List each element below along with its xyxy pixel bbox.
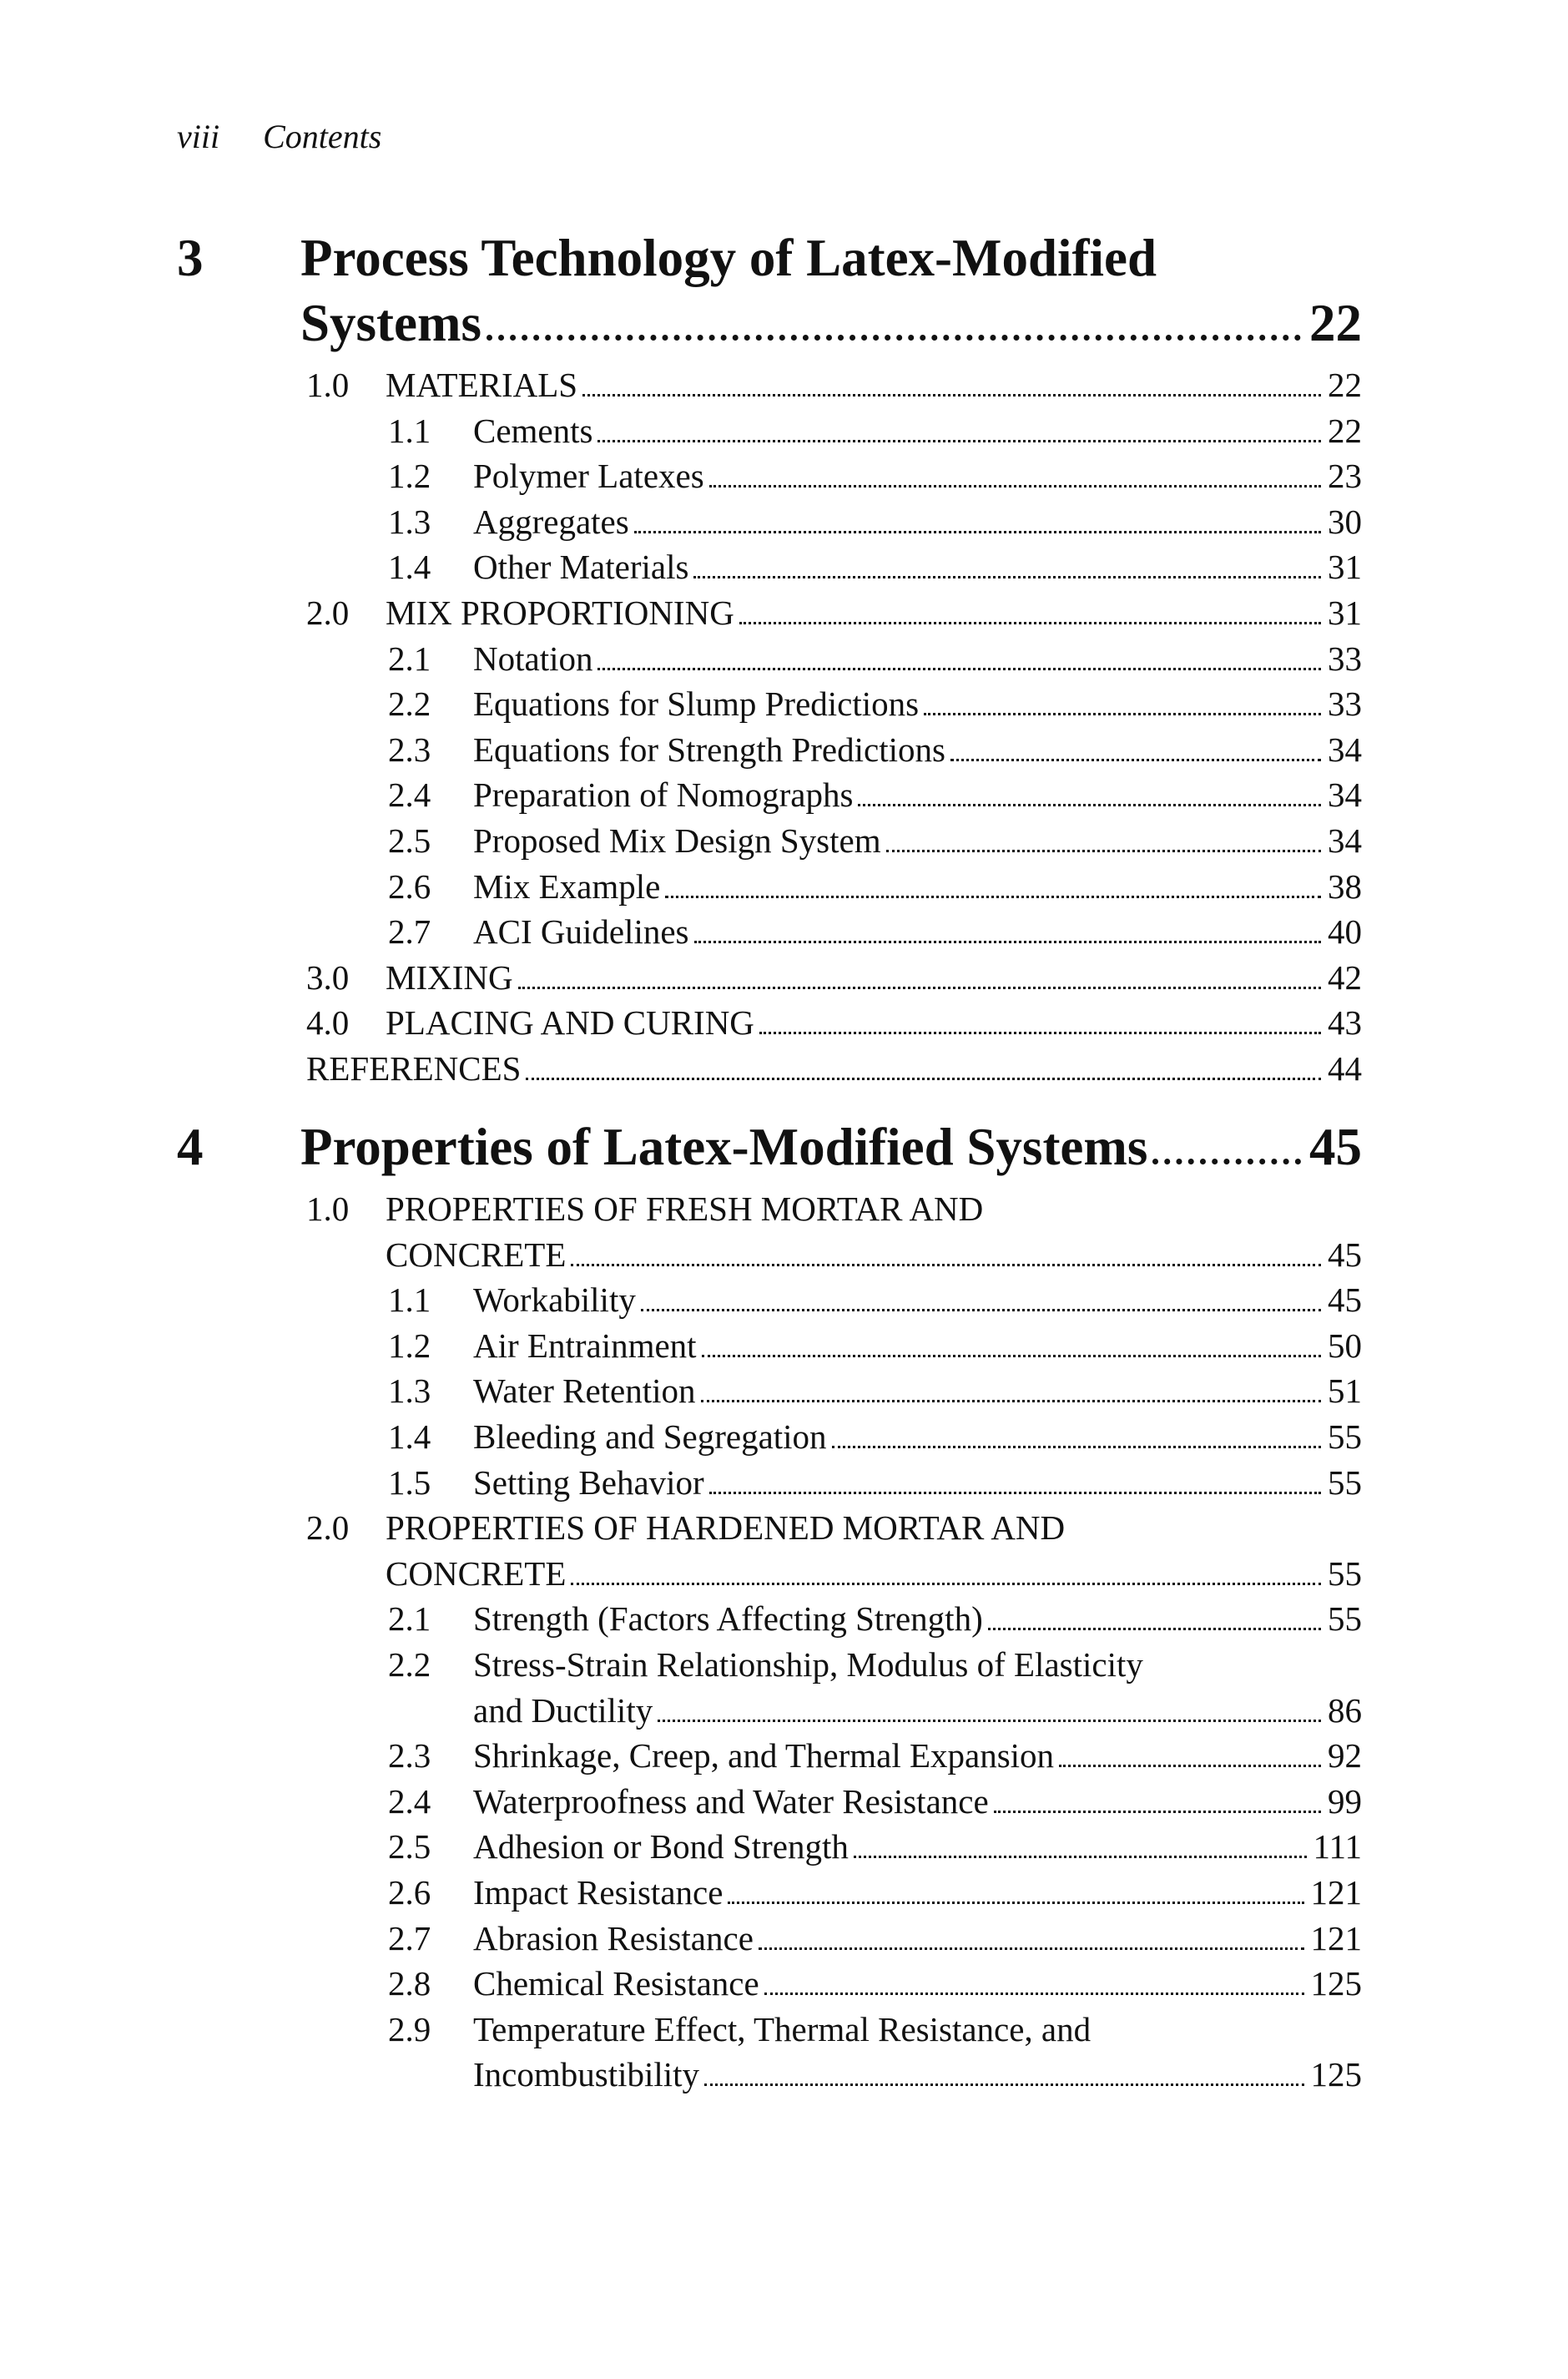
- entry-title: MIX PROPORTIONING: [386, 593, 734, 632]
- entry-page: 43: [1328, 1003, 1362, 1043]
- entry-number: 1.0: [306, 366, 350, 404]
- dot-leader: [487, 335, 1301, 341]
- entry-title: Waterproofness and Water Resistance: [473, 1781, 989, 1821]
- dot-leader: [858, 804, 1321, 806]
- entry-title: MATERIALS: [386, 366, 578, 404]
- entry-number: 1.2: [388, 457, 431, 496]
- toc-entry[interactable]: [177, 1642, 1362, 1733]
- toc-entry[interactable]: [177, 1368, 1362, 1414]
- dot-leader: [764, 1993, 1304, 1995]
- chapter-heading[interactable]: [177, 1114, 1362, 1179]
- entry-number: 1.3: [388, 1371, 431, 1411]
- entry-title: Strength (Factors Affecting Strength): [473, 1599, 983, 1639]
- entry-page: 22: [1328, 366, 1362, 404]
- dot-leader: [994, 1811, 1321, 1813]
- toc-entry[interactable]: [177, 681, 1362, 727]
- entry-title: Shrinkage, Creep, and Thermal Expansion: [473, 1736, 1055, 1775]
- toc-entry[interactable]: [177, 1779, 1362, 1825]
- entry-page: 125: [1310, 1964, 1362, 2003]
- entry-number: 2.5: [388, 821, 431, 860]
- entry-page: 45: [1328, 1235, 1362, 1274]
- entry-title: ACI Guidelines: [473, 912, 689, 952]
- dot-leader: [597, 440, 1321, 442]
- toc-entry[interactable]: [177, 1870, 1362, 1916]
- toc-entry[interactable]: [177, 772, 1362, 818]
- entry-page: 23: [1328, 457, 1362, 496]
- entry-page: 86: [1328, 1690, 1362, 1730]
- entry-title: MIXING: [386, 957, 513, 997]
- toc-entries: [177, 1186, 1362, 2098]
- entry-title: Setting Behavior: [473, 1462, 704, 1502]
- entry-title: Mix Example: [473, 866, 661, 906]
- entry-number: 1.3: [388, 502, 431, 541]
- entry-title: Equations for Strength Predictions: [473, 730, 945, 769]
- toc-entries: [177, 362, 1362, 1092]
- dot-leader: [739, 622, 1321, 624]
- dot-leader: [665, 896, 1321, 898]
- toc-entry[interactable]: [177, 499, 1362, 545]
- chapter-number: 3: [177, 229, 204, 287]
- chapter-title-line-1: Process Technology of Latex-Modified: [300, 229, 1157, 287]
- entry-page: 121: [1310, 1918, 1362, 1957]
- dot-leader: [518, 987, 1321, 989]
- entry-number: 2.2: [388, 1644, 431, 1684]
- chapter-page: 45: [1309, 1118, 1362, 1176]
- dot-leader: [832, 1446, 1321, 1448]
- entry-title: Polymer Latexes: [473, 457, 704, 496]
- entry-title-line-1: Temperature Effect, Thermal Resistance, and: [473, 2009, 1092, 2048]
- entry-title-line-1: PROPERTIES OF HARDENED MORTAR AND: [386, 1508, 1066, 1548]
- dot-leader: [571, 1583, 1321, 1585]
- toc-entry[interactable]: [177, 2007, 1362, 2098]
- chapter-heading[interactable]: [177, 225, 1362, 356]
- entry-number: 2.3: [388, 1736, 431, 1775]
- entry-page: 55: [1328, 1417, 1362, 1456]
- dot-leader: [759, 1947, 1304, 1950]
- toc-entry[interactable]: [177, 1046, 1362, 1092]
- entry-title-line-1: Stress-Strain Relationship, Modulus of Elasticity: [473, 1644, 1143, 1684]
- entry-page: 125: [1310, 2055, 1362, 2094]
- page-folio: viii: [177, 118, 220, 155]
- dot-leader: [526, 1078, 1321, 1080]
- entry-page: 50: [1328, 1326, 1362, 1365]
- toc-entry[interactable]: [177, 544, 1362, 590]
- entry-title: REFERENCES: [306, 1048, 522, 1088]
- chapter-3: [177, 225, 1362, 1092]
- running-head: [177, 117, 381, 156]
- entry-page: 33: [1328, 684, 1362, 724]
- dot-leader: [634, 531, 1321, 533]
- dot-leader: [988, 1628, 1321, 1630]
- entry-title: Workability: [473, 1280, 636, 1320]
- entry-page: 121: [1310, 1872, 1362, 1912]
- entry-title: Adhesion or Bond Strength: [473, 1827, 849, 1866]
- entry-title: Equations for Slump Predictions: [473, 684, 920, 724]
- dot-leader: [701, 1400, 1321, 1402]
- entry-number: 2.4: [388, 775, 431, 815]
- chapter-page: 22: [1309, 294, 1362, 352]
- entry-page: 31: [1328, 548, 1362, 587]
- entry-page: 55: [1328, 1553, 1362, 1593]
- toc-entry[interactable]: [177, 1733, 1362, 1779]
- entry-page: 44: [1328, 1048, 1362, 1088]
- entry-title: and Ductility: [473, 1690, 653, 1730]
- toc-entry[interactable]: [177, 1000, 1362, 1046]
- entry-number: 2.7: [388, 912, 431, 952]
- toc-entry[interactable]: [177, 408, 1362, 454]
- entry-number: 2.2: [388, 684, 431, 724]
- entry-title: CONCRETE: [386, 1235, 567, 1274]
- toc-entry[interactable]: [177, 1596, 1362, 1642]
- dot-leader: [1152, 1159, 1301, 1164]
- entry-title: Water Retention: [473, 1371, 696, 1411]
- entry-title: Bleeding and Segregation: [473, 1417, 827, 1456]
- entry-number: 2.6: [388, 866, 431, 906]
- dot-leader: [1059, 1765, 1321, 1767]
- toc-entry[interactable]: [177, 590, 1362, 636]
- entry-page: 42: [1328, 957, 1362, 997]
- chapter-title-text: Properties of Latex-Modified Systems: [300, 1118, 1148, 1176]
- entry-page: 55: [1328, 1462, 1362, 1502]
- entry-number: 2.9: [388, 2009, 431, 2048]
- entry-title: Air Entrainment: [473, 1326, 697, 1365]
- dot-leader: [571, 1264, 1321, 1266]
- entry-number: 2.3: [388, 730, 431, 769]
- running-title: Contents: [263, 118, 382, 155]
- entry-number: 2.0: [306, 593, 350, 632]
- entry-page: 38: [1328, 866, 1362, 906]
- chapter-title-text: Systems: [300, 294, 481, 352]
- entry-page: 92: [1328, 1736, 1362, 1775]
- toc-entry[interactable]: [177, 1186, 1362, 1277]
- dot-leader: [641, 1309, 1321, 1311]
- dot-leader: [759, 1032, 1321, 1034]
- entry-page: 55: [1328, 1599, 1362, 1639]
- entry-number: 1.1: [388, 411, 431, 450]
- entry-number: 2.7: [388, 1918, 431, 1957]
- entry-page: 34: [1328, 730, 1362, 769]
- toc-entry[interactable]: [177, 1414, 1362, 1460]
- entry-number: 2.0: [306, 1508, 350, 1548]
- dot-leader: [886, 850, 1321, 852]
- toc-entry[interactable]: [177, 453, 1362, 499]
- entry-number: 1.0: [306, 1190, 350, 1228]
- entry-title: Other Materials: [473, 548, 689, 587]
- dot-leader: [950, 759, 1321, 761]
- toc-entry[interactable]: [177, 1323, 1362, 1369]
- toc-entry[interactable]: [177, 1505, 1362, 1596]
- toc-entry[interactable]: [177, 1277, 1362, 1323]
- dot-leader: [597, 668, 1321, 670]
- dot-leader: [694, 941, 1322, 943]
- entry-number: 3.0: [306, 957, 350, 997]
- chapter-title-line-2: [300, 290, 1362, 356]
- entry-page: 33: [1328, 639, 1362, 678]
- dot-leader: [709, 485, 1321, 487]
- entry-page: 30: [1328, 502, 1362, 541]
- toc-entry[interactable]: [177, 955, 1362, 1001]
- entry-page: 45: [1328, 1280, 1362, 1320]
- entry-title: Cements: [473, 411, 593, 450]
- entry-page: 99: [1328, 1781, 1362, 1821]
- entry-number: 1.4: [388, 548, 431, 587]
- dot-leader: [709, 1492, 1321, 1494]
- entry-title: Proposed Mix Design System: [473, 821, 881, 860]
- entry-title: Preparation of Nomographs: [473, 775, 854, 815]
- entry-title: Impact Resistance: [473, 1872, 723, 1912]
- entry-page: 22: [1328, 411, 1362, 450]
- toc-entry[interactable]: [177, 1460, 1362, 1506]
- entry-number: 1.4: [388, 1417, 431, 1456]
- entry-number: 2.5: [388, 1827, 431, 1866]
- entry-title: Abrasion Resistance: [473, 1918, 754, 1957]
- entry-page: 111: [1313, 1827, 1362, 1866]
- entry-number: 4.0: [306, 1003, 350, 1043]
- toc-entry[interactable]: [177, 864, 1362, 910]
- entry-page: 34: [1328, 775, 1362, 815]
- toc-entry[interactable]: [177, 1916, 1362, 1962]
- entry-number: 1.1: [388, 1280, 431, 1320]
- chapter-4: [177, 1114, 1362, 2098]
- entry-title: PLACING AND CURING: [386, 1003, 754, 1043]
- entry-title: Chemical Resistance: [473, 1964, 759, 2003]
- entry-number: 2.6: [388, 1872, 431, 1912]
- toc-entry[interactable]: [177, 636, 1362, 682]
- entry-title-line-1: PROPERTIES OF FRESH MORTAR AND: [386, 1190, 984, 1228]
- toc-entry[interactable]: [177, 909, 1362, 955]
- toc-entry[interactable]: [177, 1961, 1362, 2007]
- entry-page: 34: [1328, 821, 1362, 860]
- entry-page: 31: [1328, 593, 1362, 632]
- dot-leader: [924, 713, 1321, 715]
- entry-number: 2.4: [388, 1781, 431, 1821]
- toc-entry[interactable]: [177, 362, 1362, 408]
- entry-number: 2.1: [388, 1599, 431, 1639]
- dot-leader: [728, 1902, 1303, 1904]
- chapter-number: 4: [177, 1118, 204, 1176]
- entry-number: 2.1: [388, 639, 431, 678]
- entry-number: 2.8: [388, 1964, 431, 2003]
- dot-leader: [854, 1856, 1307, 1858]
- dot-leader: [704, 2084, 1303, 2086]
- toc-entry[interactable]: [177, 818, 1362, 864]
- entry-number: 1.5: [388, 1462, 431, 1502]
- entry-title: Notation: [473, 639, 593, 678]
- dot-leader: [693, 576, 1321, 578]
- dot-leader: [658, 1720, 1321, 1722]
- entry-number: 1.2: [388, 1326, 431, 1365]
- entry-page: 40: [1328, 912, 1362, 952]
- toc-entry[interactable]: [177, 727, 1362, 773]
- entry-title: CONCRETE: [386, 1553, 567, 1593]
- toc-entry[interactable]: [177, 1824, 1362, 1870]
- entry-title: Aggregates: [473, 502, 629, 541]
- dot-leader: [702, 1355, 1321, 1357]
- dot-leader: [582, 394, 1321, 396]
- entry-title: Incombustibility: [473, 2055, 700, 2094]
- chapter-title-line-1: [300, 1114, 1362, 1179]
- entry-page: 51: [1328, 1371, 1362, 1411]
